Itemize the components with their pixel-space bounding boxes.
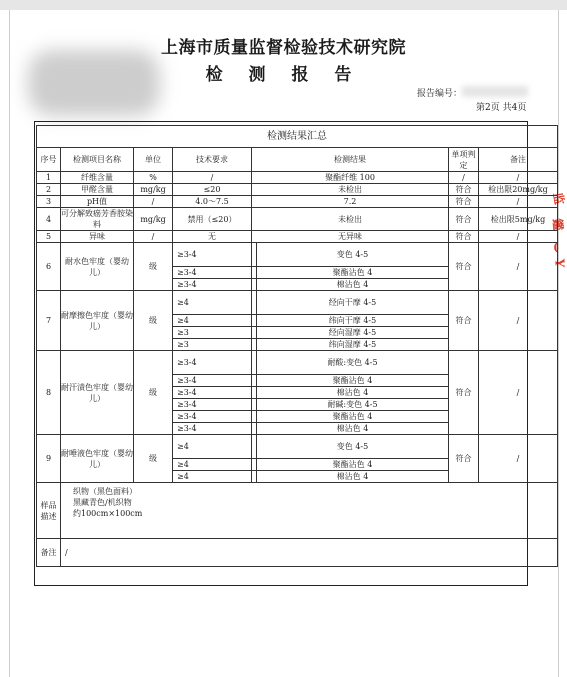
- note-value: /: [61, 539, 558, 567]
- table-row: [37, 243, 558, 267]
- sub-result: 纬向湿摩 4-5: [257, 339, 449, 351]
- row-remark: 检出限5mg/kg: [479, 208, 558, 231]
- row-remark: /: [479, 231, 558, 243]
- sub-requirement: ≥3-4: [173, 399, 252, 411]
- sub-result: 耐碱:变色 4-5: [257, 399, 449, 411]
- table-row: [37, 184, 558, 196]
- row-verdict: 符合: [449, 291, 479, 351]
- row-item: 异味: [61, 231, 134, 243]
- sample-label: 样品描述: [37, 483, 61, 539]
- row-no: 9: [37, 435, 61, 483]
- red-seal-stamp: 监 鑑 ( Y: [550, 191, 567, 268]
- sub-requirement: ≥3-4: [173, 279, 252, 291]
- summary-title: 检测结果汇总: [37, 126, 558, 148]
- row-verdict: 符合: [449, 243, 479, 291]
- row-unit: 级: [134, 351, 173, 435]
- sub-result: 棉沾色 4: [257, 387, 449, 399]
- col-unit: 单位: [134, 148, 173, 172]
- col-item: 检测项目名称: [61, 148, 134, 172]
- sub-result: 聚酯沾色 4: [257, 411, 449, 423]
- table-row: [37, 231, 558, 243]
- redacted-report-number: [462, 86, 528, 97]
- row-no: 5: [37, 231, 61, 243]
- sub-result: 变色 4-5: [257, 435, 449, 459]
- sub-result: 经向湿摩 4-5: [257, 327, 449, 339]
- row-remark: 检出限20mg/kg: [479, 184, 558, 196]
- sample-line: 黑藏青色/机织物: [73, 498, 132, 507]
- sub-result: 棉沾色 4: [257, 471, 449, 483]
- sub-result: 聚酯沾色 4: [257, 459, 449, 471]
- sub-requirement: ≥3: [173, 327, 252, 339]
- row-verdict: 符合: [449, 231, 479, 243]
- page-info: 第2页 共4页: [476, 103, 527, 113]
- row-result: 7.2: [252, 196, 449, 208]
- sub-result: 聚酯沾色 4: [257, 375, 449, 387]
- row-no: 2: [37, 184, 61, 196]
- sub-result: 棉沾色 4: [257, 423, 449, 435]
- row-unit: mg/kg: [134, 208, 173, 231]
- row-no: 3: [37, 196, 61, 208]
- row-no: 8: [37, 351, 61, 435]
- row-item: 耐汗渍色牢度（婴幼儿）: [61, 351, 134, 435]
- row-no: 6: [37, 243, 61, 291]
- sub-requirement: ≥3-4: [173, 411, 252, 423]
- sample-line: 织物（黑色面料）: [73, 487, 137, 496]
- row-requirement: ≤20: [173, 184, 252, 196]
- sub-result: 纬向干摩 4-5: [257, 315, 449, 327]
- col-remark: 备注: [479, 148, 558, 172]
- note-label: 备注: [37, 539, 61, 567]
- row-no: 7: [37, 291, 61, 351]
- row-remark: /: [479, 196, 558, 208]
- table-row: [37, 291, 558, 315]
- row-unit: /: [134, 231, 173, 243]
- row-verdict: /: [449, 172, 479, 184]
- row-unit: 级: [134, 291, 173, 351]
- sub-requirement: ≥4: [173, 291, 252, 315]
- sub-requirement: ≥3: [173, 339, 252, 351]
- sub-result: 棉沾色 4: [257, 279, 449, 291]
- table-row: [37, 351, 558, 375]
- row-requirement: 无: [173, 231, 252, 243]
- col-verdict: 单项判定: [449, 148, 479, 172]
- sub-requirement: ≥4: [173, 435, 252, 459]
- row-verdict: 符合: [449, 435, 479, 483]
- row-no: 1: [37, 172, 61, 184]
- sub-requirement: ≥3-4: [173, 267, 252, 279]
- sub-requirement: ≥4: [173, 315, 252, 327]
- sample-line: 约100cm×100cm: [73, 509, 143, 518]
- table-row: [37, 208, 558, 231]
- sub-result: 耐酸:变色 4-5: [257, 351, 449, 375]
- document-title: 检 测 报 告: [205, 65, 362, 85]
- row-item: 耐唾液色牢度（婴幼儿）: [61, 435, 134, 483]
- row-requirement: 4.0～7.5: [173, 196, 252, 208]
- row-verdict: 符合: [449, 196, 479, 208]
- row-result: 聚酯纤维 100: [252, 172, 449, 184]
- table-row: [37, 196, 558, 208]
- row-requirement: /: [173, 172, 252, 184]
- row-item: 耐水色牢度（婴幼儿）: [61, 243, 134, 291]
- row-unit: /: [134, 196, 173, 208]
- viewer-top-bar: [0, 0, 567, 10]
- sub-requirement: ≥4: [173, 459, 252, 471]
- col-no: 序号: [37, 148, 61, 172]
- table-row: [37, 172, 558, 184]
- row-item: 纤维含量: [61, 172, 134, 184]
- row-unit: 级: [134, 435, 173, 483]
- row-requirement: 禁用（≤20）: [173, 208, 252, 231]
- header-row: [37, 148, 558, 172]
- row-item: 可分解致癌芳香胺染料: [61, 209, 133, 229]
- redacted-logo: [28, 50, 160, 116]
- results-table: [36, 125, 558, 567]
- sub-result: 变色 4-5: [257, 243, 449, 267]
- row-item: 甲醛含量: [61, 184, 134, 196]
- row-remark: /: [479, 243, 558, 291]
- sub-requirement: ≥3-4: [173, 375, 252, 387]
- note-row: [37, 539, 558, 567]
- sub-requirement: ≥4: [173, 471, 252, 483]
- row-remark: /: [479, 291, 558, 351]
- row-result: 无异味: [252, 231, 449, 243]
- sub-result: 聚酯沾色 4: [257, 267, 449, 279]
- row-verdict: 符合: [449, 184, 479, 196]
- col-requirement: 技术要求: [173, 148, 252, 172]
- row-item: 耐摩擦色牢度（婴幼儿）: [61, 291, 134, 351]
- row-item: pH值: [61, 196, 134, 208]
- row-remark: /: [479, 172, 558, 184]
- row-unit: mg/kg: [134, 184, 173, 196]
- sub-requirement: ≥3-4: [173, 351, 252, 375]
- sub-requirement: ≥3-4: [173, 423, 252, 435]
- col-result: 检测结果: [252, 148, 449, 172]
- row-verdict: 符合: [449, 351, 479, 435]
- sub-result: 经向干摩 4-5: [257, 291, 449, 315]
- organization-name: 上海市质量监督检验技术研究院: [161, 38, 406, 58]
- report-number-label: 报告编号：: [417, 89, 463, 99]
- row-remark: /: [479, 435, 558, 483]
- row-unit: 级: [134, 243, 173, 291]
- sample-row: [37, 483, 558, 539]
- row-result: 未检出: [252, 208, 449, 231]
- row-unit: %: [134, 172, 173, 184]
- table-row: [37, 435, 558, 459]
- sample-description: [61, 483, 558, 539]
- row-verdict: 符合: [449, 208, 479, 231]
- row-remark: /: [479, 351, 558, 435]
- row-result: 未检出: [252, 184, 449, 196]
- sub-requirement: ≥3-4: [173, 243, 252, 267]
- sub-requirement: ≥3-4: [173, 387, 252, 399]
- row-no: 4: [37, 208, 61, 231]
